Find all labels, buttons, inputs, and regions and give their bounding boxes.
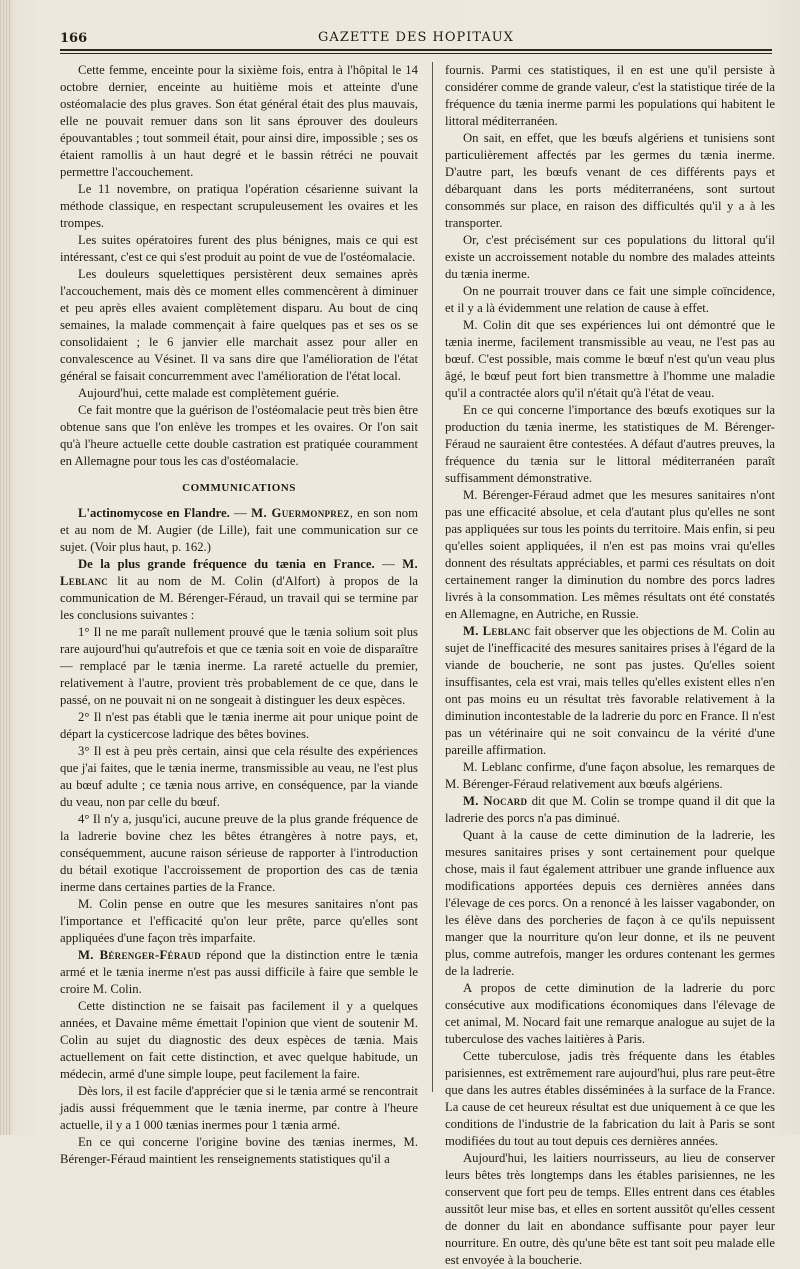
page-binding-edge [0,0,12,1135]
header-rule-thick [60,49,772,51]
paragraph: En ce qui concerne l'origine bovine des tænias inermes, M. Bérenger-Féraud maintient les renseignements statistiques qu'il a [60,1135,418,1166]
paragraph-taenia [60,556,418,624]
article-heading: De la plus grande fréquence du tænia en France. [78,557,375,571]
paragraph: M. Colin pense en outre que les mesures sanitaires n'ont pas l'importance et l'efficacité qu'on leur prête, parce qu'elles sont appliquées d'une façon très imparfaite. [60,897,418,945]
speaker-name: M. Leblanc [60,557,418,588]
page-number: 166 [60,31,88,46]
paragraph: En ce qui concerne l'importance des bœufs exotiques sur la production du tænia inerme, les statistiques de M. Bérenger-Féraud ne sauraient être contestées. A défaut d'autres preuves, la fréquence du tænia sur le littoral méditerranéen paraît suffisamment démonstrative. [445,403,775,485]
paragraph-text: fait observer que les objections de M. Colin au sujet de l'inefficacité des mesures sanitaires prises à l'égard de la viande de boucherie, ne sont pas justes. Qu'elles soient insuffisantes, cela est vrai, mais telles qu'elles existent elles n'en ont pas moins eu un résultat très favorable relativement à la diminution incontestable de la ladrerie du porc en France. Il n'est pas un vétérinaire qui ne soit convaincu de la vérité d'une pareille affirmation. [445,624,775,757]
article-heading: L'actinomycose en Flandre. [78,506,230,520]
speaker-name: M. Guermonprez [251,506,350,520]
paragraph: M. Leblanc confirme, d'une façon absolue, les remarques de M. Bérenger-Féraud relativement aux bœufs algériens. [445,760,775,791]
paragraph-nocard [445,793,775,827]
paragraph: Le 11 novembre, on pratiqua l'opération césarienne suivant la méthode classique, en respectant scrupuleusement les ovaires et les trompes. [60,182,418,230]
newspaper-title: GAZETTE DES HOPITAUX [318,30,514,45]
left-column [60,62,419,1166]
paragraph: Quant à la cause de cette diminution de la ladrerie, les mesures sanitaires prises y sont certainement pour quelque chose, mais il faut également attribuer une grande influence aux modifications apportées depuis ces dernières années dans l'élevage de ces porcs. On a renoncé à les laisser vagabonder, on les élève dans des porcheries de façon à ce qu'ils nepuissent manger que la nourriture qu'on leur donne, et ils ne peuvent plus, comme autrefois, manger les ordures contenant les germes de la ladrerie. [445,828,775,978]
paragraph: Dès lors, il est facile d'apprécier que si le tænia armé se rencontrait jadis aussi fréquemment que le tænia inerme, par contre à l'heure actuelle, il y a 1 000 tænias inermes pour 1 tænia armé. [60,1084,418,1132]
conclusion-item: 1° Il ne me paraît nullement prouvé que le tænia solium soit plus rare aujourd'hui qu'autrefois et que ce tænia soit en voie de disparaître — remplacé par le tænia inerme. La rareté actuelle du premier, relativement à l'autre, provient très probablement de ce que, dans le passé, on ne pouvait ni on ne songeait à distinguer les deux espèces. [60,625,418,707]
paragraph-leblanc [445,623,775,759]
paragraph: Les douleurs squelettiques persistèrent deux semaines après l'accouchement, mais dès ce moment elles commencèrent à diminuer et peu après elles avaient complètement disparu. Au bout de cinq semaines, la malade commençait à faire quelques pas et ses os se consolidaient ; le 6 janvier elle marchait assez pour aller en convalescence au Vésinet. Il va sans dire que l'amélioration de l'état général se faisait concurremment avec l'amélioration de l'état local. [60,267,418,383]
page-header [60,28,772,48]
column-divider [432,62,433,1092]
paragraph-actinomycose [60,505,418,556]
paragraph: On sait, en effet, que les bœufs algériens et tunisiens sont particulièrement affectés par les germes du tænia inerme. D'autre part, les bœufs venant de ces différents pays et débarquant dans les ports méditerranéens, sont surtout consommés sur place, en raison des difficultés qu'il y a à les transporter. [445,131,775,230]
paragraph: Cette tuberculose, jadis très fréquente dans les étables parisiennes, est extrêmement rare aujourd'hui, plus rare peut-être que dans les autres étables disséminées à la surface de la France. La cause de cet heureux résultat est due uniquement à ce que les conditions de l'industrie de la fabrication du lait à Paris se sont modifiées du tout au tout depuis ces dernières années. [445,1049,775,1148]
speaker-name: M. Leblanc [463,624,531,638]
paragraph: Les suites opératoires furent des plus bénignes, mais ce qui est intéressant, c'est ce qui s'est produit au point de vue de l'ostéomalacie. [60,233,418,264]
paragraph: A propos de cette diminution de la ladrerie du porc consécutive aux modifications économiques dans l'élevage de cet animal, M. Nocard fait une remarque analogue au sujet de la tuberculose des vaches laitières à Paris. [445,981,775,1046]
paragraph-berenger [60,947,418,998]
paragraph: On ne pourrait trouver dans ce fait une simple coïncidence, et il y a là évidemment une relation de cause à effet. [445,284,775,315]
paragraph-text: , en son nom et au nom de M. Augier (de Lille), fait une communication sur ce sujet. (Voir plus haut, p. 162.) [60,506,419,554]
paragraph-text: répond que la distinction entre le tænia armé et le tænia inerme n'est pas aussi difficile à faire que semble le croire M. Colin. [60,948,418,996]
dash: — [229,506,252,520]
right-column [445,62,775,1267]
speaker-name: M. Nocard [463,794,528,808]
conclusion-item: 2° Il n'est pas établi que le tænia inerme ait pour unique point de départ la cysticercose ladrique des bêtes bovines. [60,710,418,741]
conclusion-item: 3° Il est à peu près certain, ainsi que cela résulte des expériences que j'ai faites, que le tænia inerme, transmissible au veau, ne l'est plus au bœuf adulte ; ce tænia nous arrive, en conséquence, par la viande du veau, non par celle du bœuf. [60,744,418,809]
paragraph: Cette femme, enceinte pour la sixième fois, entra à l'hôpital le 14 octobre dernier, enceinte au huitième mois et atteinte d'une ostéomalacie des plus graves. Son état général était des plus mauvais, elle ne pouvait remuer dans son lit sans éprouver des douleurs épouvantables ; tout sommeil était, pour ainsi dire, impossible ; ses os étaient ramollis à un haut degré et le bassin rétréci ne pouvait permettre l'accouchement. [60,63,418,179]
paragraph-text: lit au nom de M. Colin (d'Alfort) à propos de la communication de M. Bérenger-Féraud, un travail qui se termine par les conclusions suivantes : [60,574,418,622]
dash: — [374,557,403,571]
header-rule-thin [60,53,772,54]
paragraph: Aujourd'hui, cette malade est complètement guérie. [78,386,340,400]
paragraph-continued: fournis. Parmi ces statistiques, il en est une qu'il persiste à considérer comme de grande valeur, c'est la statistique tirée de la fréquence du tænia inerme parmi les populations qui habitent le littoral méditerranéen. [445,63,775,128]
paragraph: M. Bérenger-Féraud admet que les mesures sanitaires n'ont pas une efficacité absolue, et cela d'autant plus qu'elles ne sont pas appliquées sur tous les points du territoire. Mais enfin, si peu qu'elles soient appliquées, il n'en est pas moins vrai qu'elles donnent des résultats appréciables, et parmi ces résultats on doit certainement ranger la diminution du nombre des porcs ladres livrés à la consommation. Les mêmes résultats ont été constatés en Allemagne, en Autriche, en Russie. [445,488,775,621]
paragraph: M. Colin dit que ses expériences lui ont démontré que le tænia inerme, facilement transmissible au veau, ne l'est pas au bœuf. C'est possible, mais comme le bœuf n'est qu'un veau plus âgé, le bœuf peut fort bien transmettre à l'homme une maladie qu'il a contractée alors qu'il n'était qu'à l'état de veau. [445,318,775,400]
conclusion-item: 4° Il n'y a, jusqu'ici, aucune preuve de la plus grande fréquence de la ladrerie bovine chez les bêtes étrangères à notre pays, et, conséquemment, aucune raison sérieuse de rapporter à l'introduction du bétail exotique l'accroissement de proportion des cas de tænia inerme dans certaines parties de la France. [60,812,418,894]
paragraph: Or, c'est précisément sur ces populations du littoral qu'il existe un accroissement notable du nombre des malades atteints du tænia inerme. [445,233,775,281]
paragraph-text: dit que M. Colin se trompe quand il dit que la ladrerie des porcs n'a pas diminué. [445,794,775,825]
paragraph: Ce fait montre que la guérison de l'ostéomalacie peut très bien être obtenue sans que l'on enlève les trompes et les ovaires. Or l'on sait qu'à l'heure actuelle cette double castration est pratiquée couramment en Allemagne pour tous les cas d'ostéomalacie. [60,403,418,468]
paragraph: Cette distinction ne se faisait pas facilement il y a quelques années, et Davaine même émettait l'opinion que vient de soutenir M. Colin au sujet du diagnostic des deux espèces de tænia. Mais actuellement on fait cette distinction, et avec quelque habitude, un médecin, armé d'une simple loupe, peut facilement la faire. [60,999,418,1081]
section-title: COMMUNICATIONS [182,482,296,494]
speaker-name: M. Bérenger-Féraud [78,948,202,962]
paragraph: Aujourd'hui, les laitiers nourrisseurs, au lieu de conserver leurs bêtes très longtemps dans les étables parisiennes, ne les conservent que fort peu de temps. Elles entrent dans ces étables aussitôt leur mise bas, et elles en sortent aussitôt qu'elles cessent de donner du lait en abondance suffisante pour payer leur nourriture. En outre, dès qu'une bête est tant soit peu malade elle est envoyée à la boucherie. [445,1151,775,1267]
